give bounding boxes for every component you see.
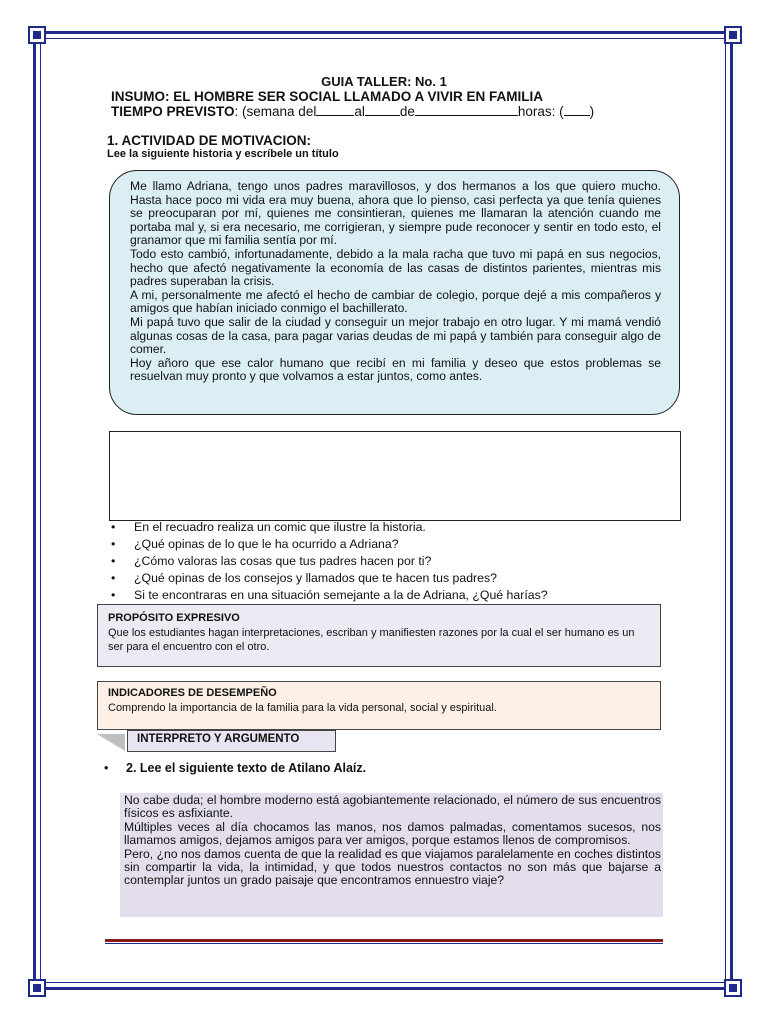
proposito-heading: PROPÓSITO EXPRESIVO bbox=[108, 612, 240, 624]
story-paragraph: Todo esto cambió, infortunadamente, debido a la mala racha que tuvo mi papá en sus negocios, hecho que afectó negativamente la economía de las casas de distintos parientes, mientras mis padres superaban la crisis. bbox=[130, 246, 661, 289]
bullet: • bbox=[104, 761, 109, 775]
question-item: • En el recuadro realiza un comic que ilustre la historia. bbox=[111, 519, 548, 536]
proposito-box bbox=[97, 604, 661, 667]
story-paragraph: Hoy añoro que ese calor humano que recibí en mi familia y deseo que estos problemas se resuelvan muy pronto y que volvamos a estar juntos, como antes. bbox=[130, 355, 661, 384]
activity-instruction: Lee la siguiente historia y escríbele un título bbox=[107, 148, 339, 160]
story-paragraph: Mi papá tuvo que salir de la ciudad y conseguir un mejor trabajo en otro lugar. Y mi mamá vendió algunas cosas de la casa, para pagar varias deudas de mi papá y también para conseguir algo de comer. bbox=[130, 314, 661, 357]
insumo-line: INSUMO: EL HOMBRE SER SOCIAL LLAMADO A VIVIR EN FAMILIA bbox=[111, 89, 544, 104]
corner-ornament bbox=[28, 26, 46, 44]
reading-heading: 2. Lee el siguiente texto de Atilano Alaíz. bbox=[126, 761, 367, 775]
tiempo-previsto-line bbox=[111, 104, 594, 119]
question-item: • ¿Qué opinas de los consejos y llamados que te hacen tus padres? bbox=[111, 570, 548, 587]
indicadores-heading: INDICADORES DE DESEMPEÑO bbox=[108, 687, 277, 699]
question-item: • ¿Cómo valoras las cosas que tus padres hacen por ti? bbox=[111, 553, 548, 570]
tiempo-semana: : (semana del bbox=[234, 104, 317, 119]
question-list bbox=[111, 519, 548, 604]
footer-rule bbox=[105, 939, 663, 942]
tab-decoration bbox=[97, 734, 125, 751]
reading-paragraph: Pero, ¿no nos damos cuenta de que la realidad es que viajamos paralelamente en coches distintos sin compartir la vida, la intimidad, y que todos nuestros contactos no son más que bajarse a contemplar juntos un grado paisaje que encontramos ennuestro viaje? bbox=[124, 846, 661, 888]
tiempo-de: de bbox=[399, 104, 415, 119]
title-answer-box[interactable] bbox=[109, 431, 681, 521]
reading-paragraph: No cabe duda; el hombre moderno está agobiantemente relacionado, el número de sus encuentros físicos es asfixiante. bbox=[124, 793, 661, 821]
tiempo-close: ) bbox=[589, 104, 595, 119]
story-paragraph: A mi, personalmente me afectó el hecho de cambiar de colegio, porque dejé a mis compañeros y amigos que habían iniciado conmigo el bachillerato. bbox=[130, 287, 661, 316]
tiempo-al: al bbox=[354, 104, 365, 119]
corner-ornament bbox=[724, 26, 742, 44]
story-box bbox=[109, 170, 680, 415]
indicadores-box bbox=[97, 681, 661, 730]
blank-al[interactable] bbox=[365, 104, 400, 116]
footer-rule-thin bbox=[105, 943, 663, 944]
section-tab: INTERPRETO Y ARGUMENTO bbox=[127, 730, 336, 752]
blank-horas[interactable] bbox=[564, 104, 590, 116]
question-item: • ¿Qué opinas de lo que le ha ocurrido a Adriana? bbox=[111, 536, 548, 553]
story-paragraph: Me llamo Adriana, tengo unos padres maravillosos, y dos hermanos a los que quiero mucho. Hasta hace poco mi vida era muy buena, ahora que lo pienso, casi perfecta ya que tenía quienes se preocuparan por mí, quienes me consintieran, quienes me llamaran la atención cuando me portaba mal y, si era necesario, me corrigieran, y siempre pude reconocer y sentir en todo esto, el granamor que mi familia sentía por mí. bbox=[130, 179, 661, 248]
proposito-text: Que los estudiantes hagan interpretaciones, escriban y manifiesten razones por la cual el ser humano es un ser para el encuentro con el otro. bbox=[108, 627, 635, 653]
indicadores-text: Comprendo la importancia de la familia para la vida personal, social y espiritual. bbox=[108, 702, 497, 714]
activity-heading: 1. ACTIVIDAD DE MOTIVACION: bbox=[107, 133, 312, 148]
tiempo-horas: horas: ( bbox=[517, 104, 564, 119]
guide-title: GUIA TALLER: No. 1 bbox=[321, 74, 447, 89]
reading-paragraph: Múltiples veces al día chocamos las manos, nos damos palmadas, comentamos sucesos, nos llamamos amigos, dejamos amigos para ver amigos, porque estamos llenos de compromisos. bbox=[124, 819, 661, 848]
corner-ornament bbox=[28, 979, 46, 997]
question-item: • Si te encontraras en una situación semejante a la de Adriana, ¿Qué harías? bbox=[111, 587, 548, 604]
reading-quote-box bbox=[120, 793, 663, 917]
corner-ornament bbox=[724, 979, 742, 997]
reading-heading-line bbox=[104, 761, 366, 775]
tiempo-label: TIEMPO PREVISTO bbox=[111, 104, 235, 119]
blank-de[interactable] bbox=[415, 104, 518, 116]
blank-semana[interactable] bbox=[316, 104, 354, 116]
